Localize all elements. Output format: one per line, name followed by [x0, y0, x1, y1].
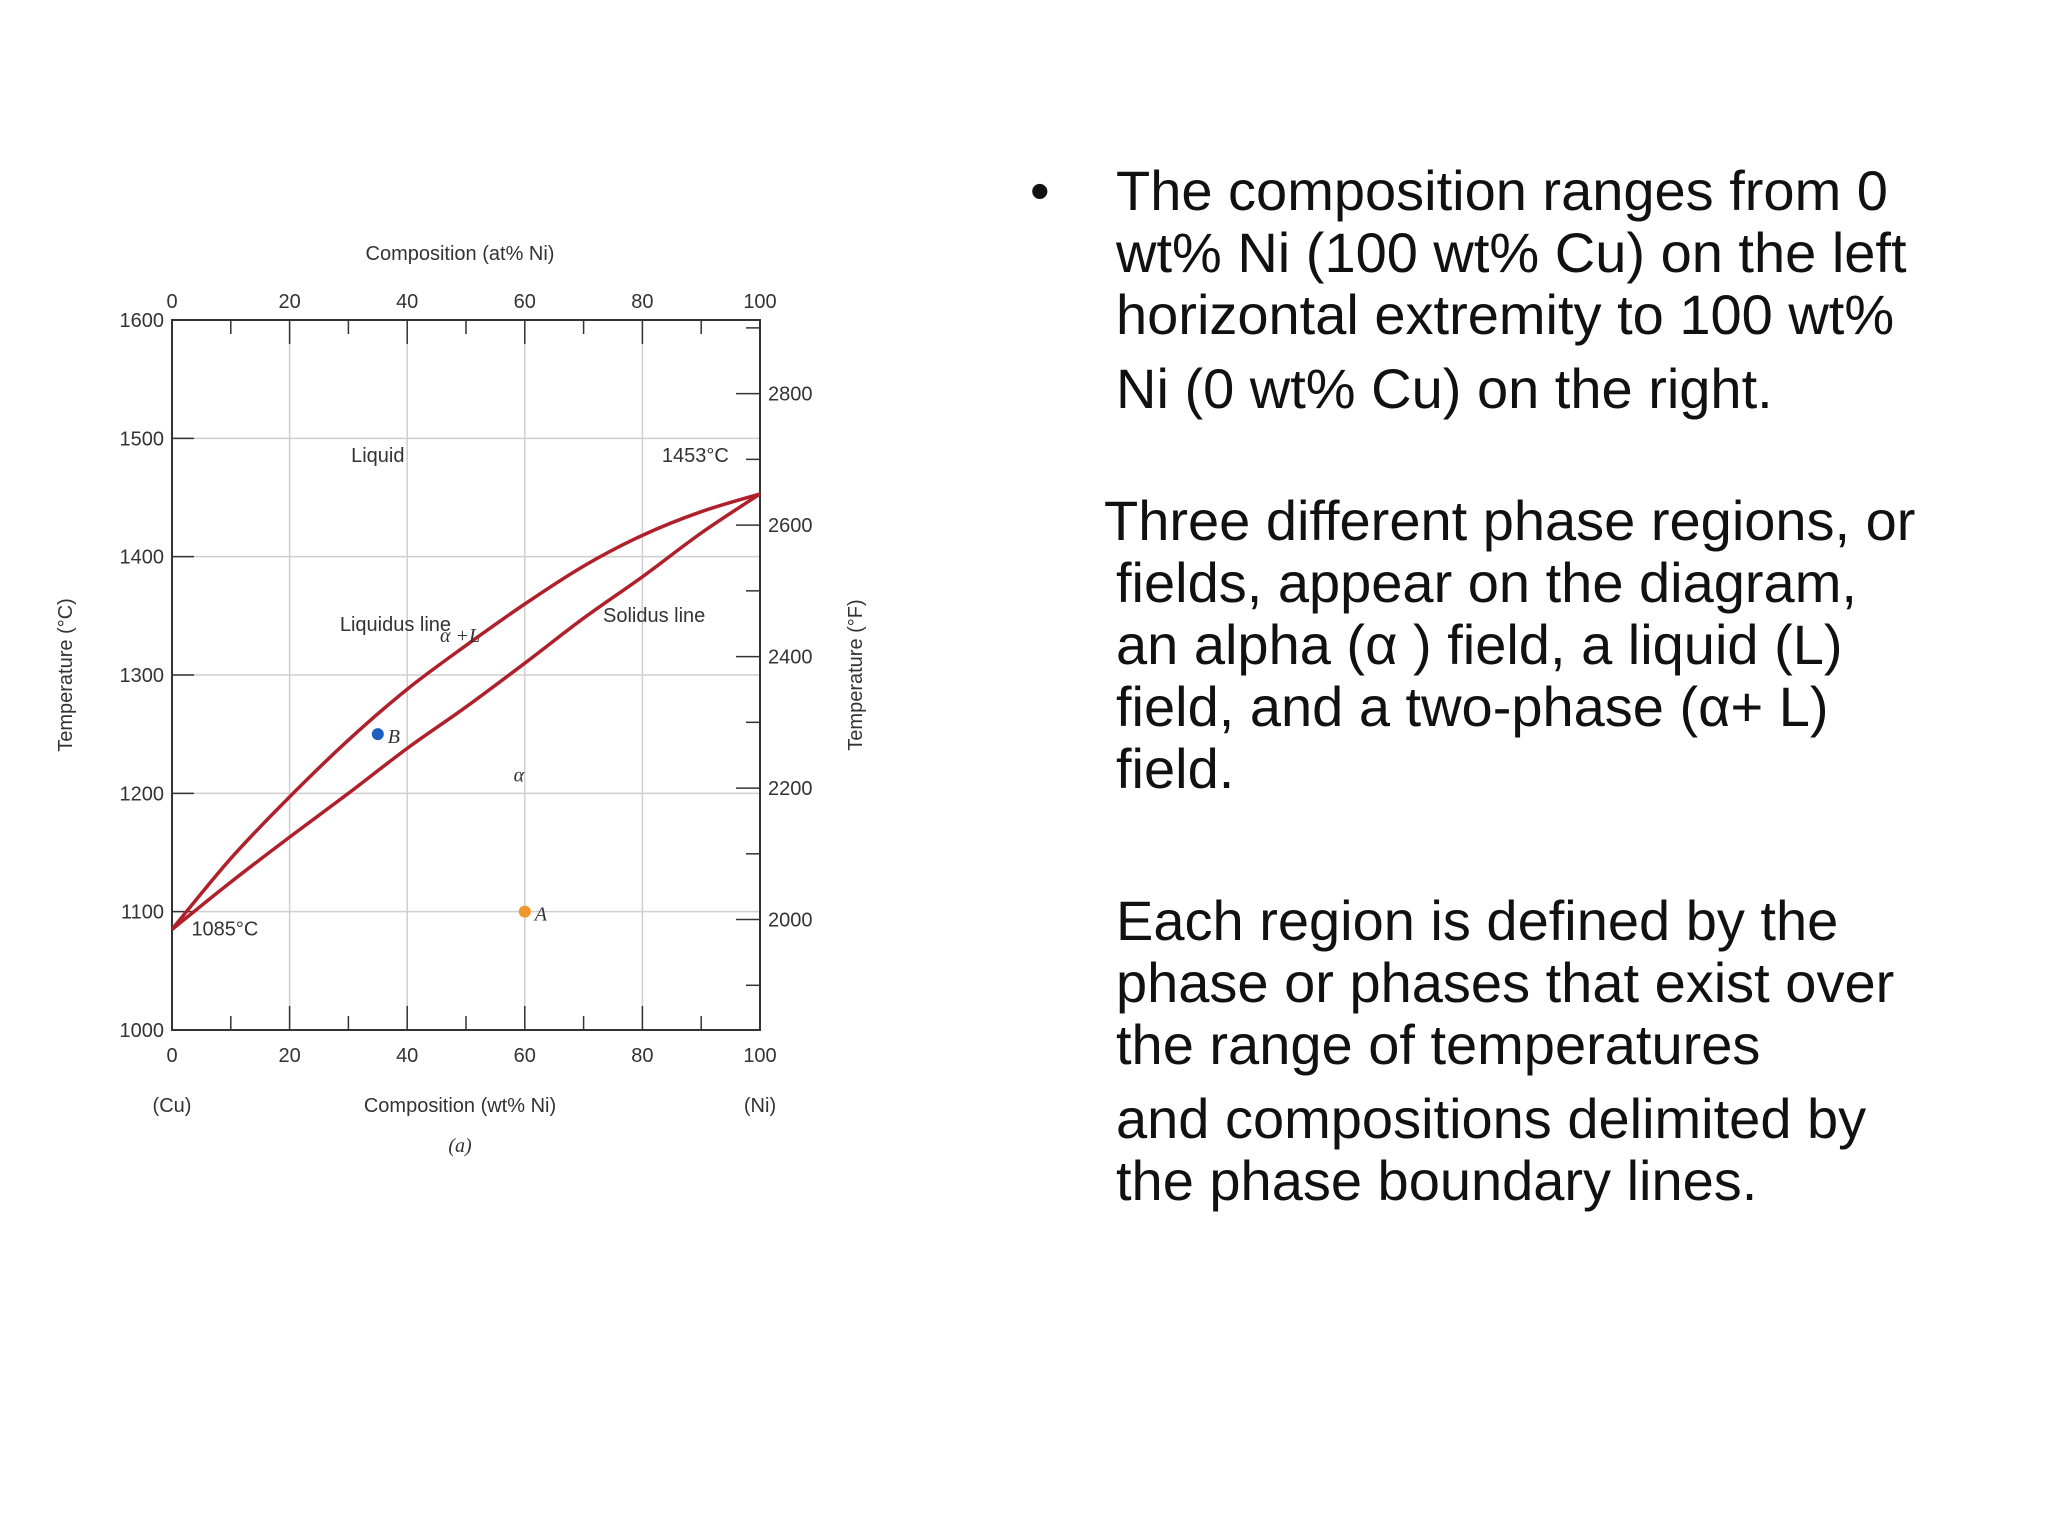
- annotation-label: 1453°C: [661, 445, 729, 467]
- phase-diagram-chart: [0, 0, 1000, 1200]
- y-tick-label: 1500: [119, 428, 164, 451]
- x2-tick-label: 20: [278, 291, 301, 313]
- x-tick-label: 0: [166, 1045, 178, 1067]
- y2-tick-label: 2200: [768, 778, 813, 801]
- y-tick-label: 1300: [119, 665, 164, 687]
- y2-tick-label: 2800: [768, 383, 813, 406]
- x-tick-label: 80: [631, 1045, 654, 1067]
- x-tick-label: 60: [513, 1045, 536, 1067]
- y2-axis-label: Temperature (°F): [845, 599, 867, 751]
- y-tick-label: 1200: [119, 783, 164, 806]
- text-line: the range of temperatures: [1116, 1013, 1761, 1076]
- text-line: the phase boundary lines.: [1116, 1149, 1758, 1212]
- x2-tick-label: 0: [166, 291, 178, 313]
- text-line: Three different phase regions, or: [1104, 489, 1916, 552]
- point-label-b: B: [387, 726, 401, 749]
- text-line: field, and a two-phase (α+ L): [1116, 675, 1829, 738]
- y-axis-label: Temperature (°C): [55, 598, 77, 752]
- paragraph-composition: [1030, 160, 2030, 420]
- y-tick-label: 1000: [119, 1020, 164, 1042]
- text-line: an alpha (α ) field, a liquid (L): [1116, 613, 1843, 676]
- paragraph-region-definition: [1030, 890, 2030, 1212]
- x2-tick-label: 100: [743, 291, 777, 313]
- x2-tick-label: 40: [396, 291, 419, 313]
- bullet-marker: •: [1030, 159, 1050, 222]
- y-tick-label: 1400: [119, 546, 164, 569]
- x-tick-label: 100: [743, 1045, 777, 1067]
- top-axis-label: Composition (at% Ni): [365, 243, 555, 265]
- annotation-label: α +L: [440, 624, 481, 647]
- text-line: fields, appear on the diagram,: [1116, 551, 1857, 614]
- point-a: [519, 906, 531, 918]
- y-tick-label: 1600: [119, 310, 164, 332]
- annotation-label: Liquid: [351, 445, 405, 467]
- text-line: and compositions delimited by: [1116, 1087, 1867, 1150]
- y-tick-label: 1100: [120, 901, 164, 924]
- annotation-label: Solidus line: [603, 604, 706, 627]
- point-b: [372, 728, 384, 740]
- paragraph-phase-regions: [1030, 490, 2030, 800]
- x2-tick-label: 60: [513, 291, 536, 313]
- solidus-line-curve: [172, 494, 760, 929]
- x-axis-right-end: (Ni): [743, 1095, 777, 1117]
- text-line: field.: [1116, 737, 1235, 800]
- y2-tick-label: 2600: [768, 515, 813, 538]
- x-tick-label: 20: [278, 1045, 301, 1067]
- annotation-label: α: [513, 764, 525, 787]
- x-tick-label: 40: [396, 1045, 419, 1067]
- figure-caption: (a): [448, 1135, 472, 1157]
- text-line: phase or phases that exist over: [1116, 951, 1895, 1014]
- y2-tick-label: 2400: [768, 646, 813, 669]
- text-line: horizontal extremity to 100 wt%: [1116, 283, 1895, 346]
- x-axis-label: Composition (wt% Ni): [363, 1095, 557, 1117]
- text-line: wt% Ni (100 wt% Cu) on the left: [1116, 221, 1907, 284]
- liquidus-line-curve: [172, 494, 760, 929]
- x2-tick-label: 80: [631, 291, 654, 313]
- text-line: Each region is defined by the: [1116, 889, 1839, 952]
- point-label-a: A: [534, 903, 548, 926]
- text-line: The composition ranges from 0: [1116, 159, 1888, 222]
- text-panel: [1030, 160, 2030, 1254]
- text-line: Ni (0 wt% Cu) on the right.: [1116, 357, 1773, 420]
- annotation-label: Liquidus line: [339, 614, 452, 637]
- y2-tick-label: 2000: [768, 909, 813, 932]
- annotation-label: 1085°C: [191, 918, 259, 941]
- x-axis-left-end: (Cu): [152, 1095, 192, 1117]
